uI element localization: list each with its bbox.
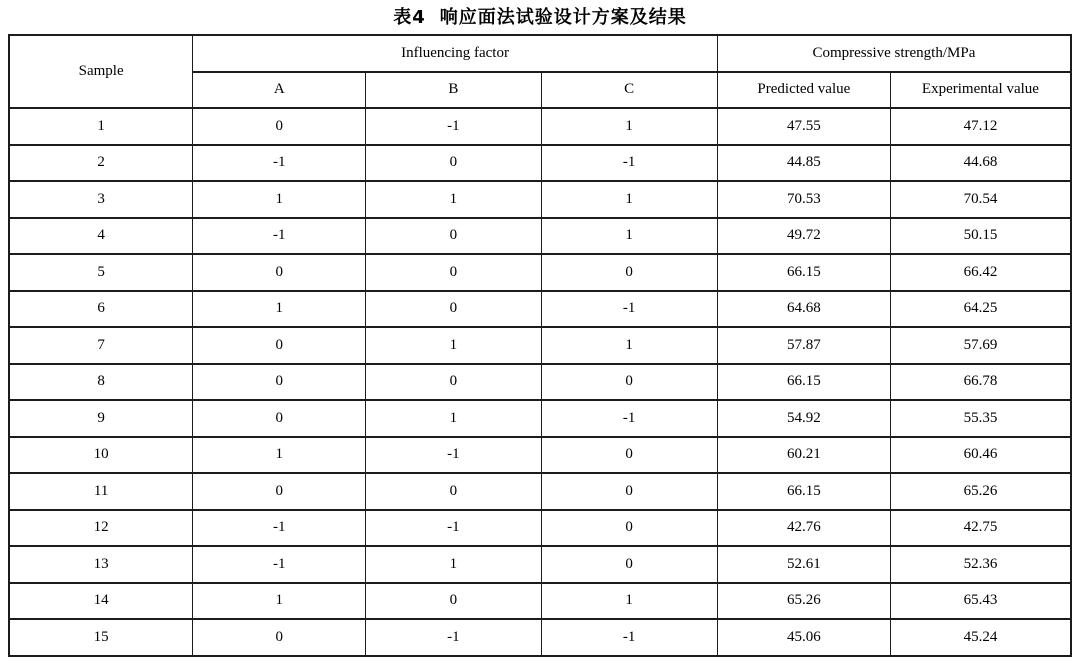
table-row <box>9 546 1071 583</box>
cell-b: 0 <box>366 218 541 255</box>
table-title-text: 响应面法试验设计方案及结果 <box>439 7 687 28</box>
table-row <box>9 510 1071 547</box>
cell-a: -1 <box>193 218 366 255</box>
cell-b: 1 <box>366 400 541 437</box>
cell-predicted: 45.06 <box>717 619 890 656</box>
cell-c: 1 <box>541 181 717 218</box>
cell-c: 0 <box>541 364 717 401</box>
table-row <box>9 473 1071 510</box>
cell-sample: 10 <box>9 437 193 474</box>
cell-a: 0 <box>193 473 366 510</box>
cell-c: -1 <box>541 400 717 437</box>
header-factor-a: A <box>193 72 366 109</box>
cell-sample: 1 <box>9 108 193 145</box>
cell-c: 0 <box>541 437 717 474</box>
cell-sample: 3 <box>9 181 193 218</box>
cell-experimental: 44.68 <box>890 145 1071 182</box>
cell-experimental: 66.42 <box>890 254 1071 291</box>
cell-c: 0 <box>541 546 717 583</box>
cell-predicted: 66.15 <box>717 473 890 510</box>
cell-b: -1 <box>366 619 541 656</box>
cell-c: 1 <box>541 327 717 364</box>
cell-experimental: 65.26 <box>890 473 1071 510</box>
cell-sample: 12 <box>9 510 193 547</box>
header-influencing-factor: Influencing factor <box>193 35 718 72</box>
cell-b: 0 <box>366 145 541 182</box>
cell-predicted: 66.15 <box>717 364 890 401</box>
table-row <box>9 145 1071 182</box>
cell-sample: 2 <box>9 145 193 182</box>
cell-sample: 9 <box>9 400 193 437</box>
cell-predicted: 42.76 <box>717 510 890 547</box>
cell-predicted: 60.21 <box>717 437 890 474</box>
cell-experimental: 65.43 <box>890 583 1071 620</box>
header-predicted-value: Predicted value <box>717 72 890 109</box>
cell-b: 1 <box>366 327 541 364</box>
table-row <box>9 327 1071 364</box>
cell-experimental: 45.24 <box>890 619 1071 656</box>
header-row-1 <box>9 35 1071 72</box>
cell-predicted: 57.87 <box>717 327 890 364</box>
cell-c: 0 <box>541 510 717 547</box>
cell-b: -1 <box>366 510 541 547</box>
cell-c: 0 <box>541 254 717 291</box>
header-compressive-strength: Compressive strength/MPa <box>717 35 1071 72</box>
header-factor-c: C <box>541 72 717 109</box>
cell-b: 1 <box>366 546 541 583</box>
table-header <box>9 35 1071 108</box>
cell-experimental: 42.75 <box>890 510 1071 547</box>
header-factor-b: B <box>366 72 541 109</box>
cell-sample: 6 <box>9 291 193 328</box>
table-row <box>9 108 1071 145</box>
cell-predicted: 47.55 <box>717 108 890 145</box>
cell-experimental: 50.15 <box>890 218 1071 255</box>
cell-c: -1 <box>541 619 717 656</box>
cell-a: 0 <box>193 364 366 401</box>
table-row <box>9 181 1071 218</box>
cell-b: -1 <box>366 437 541 474</box>
cell-predicted: 49.72 <box>717 218 890 255</box>
table-row <box>9 364 1071 401</box>
cell-a: -1 <box>193 510 366 547</box>
cell-experimental: 70.54 <box>890 181 1071 218</box>
cell-sample: 11 <box>9 473 193 510</box>
table-row <box>9 218 1071 255</box>
cell-predicted: 54.92 <box>717 400 890 437</box>
table-row <box>9 254 1071 291</box>
cell-sample: 15 <box>9 619 193 656</box>
cell-predicted: 44.85 <box>717 145 890 182</box>
cell-a: 1 <box>193 437 366 474</box>
table-row <box>9 619 1071 656</box>
table-number-label: 表4 <box>393 7 426 28</box>
cell-b: 0 <box>366 473 541 510</box>
cell-sample: 4 <box>9 218 193 255</box>
cell-b: 0 <box>366 583 541 620</box>
cell-a: 0 <box>193 108 366 145</box>
cell-c: 1 <box>541 218 717 255</box>
header-sample: Sample <box>9 35 193 108</box>
cell-a: 0 <box>193 254 366 291</box>
cell-b: 1 <box>366 181 541 218</box>
table-row <box>9 437 1071 474</box>
cell-a: 1 <box>193 181 366 218</box>
cell-a: 0 <box>193 619 366 656</box>
cell-c: 0 <box>541 473 717 510</box>
cell-experimental: 55.35 <box>890 400 1071 437</box>
cell-c: 1 <box>541 108 717 145</box>
cell-c: 1 <box>541 583 717 620</box>
table-row <box>9 291 1071 328</box>
cell-a: 1 <box>193 291 366 328</box>
table-title <box>0 6 1080 30</box>
cell-predicted: 64.68 <box>717 291 890 328</box>
table-row <box>9 400 1071 437</box>
results-table <box>8 34 1072 657</box>
cell-predicted: 66.15 <box>717 254 890 291</box>
cell-b: 0 <box>366 291 541 328</box>
cell-c: -1 <box>541 291 717 328</box>
cell-predicted: 65.26 <box>717 583 890 620</box>
cell-predicted: 52.61 <box>717 546 890 583</box>
cell-a: -1 <box>193 546 366 583</box>
cell-experimental: 66.78 <box>890 364 1071 401</box>
cell-experimental: 57.69 <box>890 327 1071 364</box>
cell-experimental: 64.25 <box>890 291 1071 328</box>
cell-sample: 5 <box>9 254 193 291</box>
table-row <box>9 583 1071 620</box>
cell-b: 0 <box>366 254 541 291</box>
cell-c: -1 <box>541 145 717 182</box>
cell-sample: 7 <box>9 327 193 364</box>
table-body <box>9 108 1071 656</box>
cell-experimental: 47.12 <box>890 108 1071 145</box>
cell-predicted: 70.53 <box>717 181 890 218</box>
cell-b: 0 <box>366 364 541 401</box>
cell-b: -1 <box>366 108 541 145</box>
cell-experimental: 52.36 <box>890 546 1071 583</box>
cell-sample: 14 <box>9 583 193 620</box>
cell-experimental: 60.46 <box>890 437 1071 474</box>
cell-a: 0 <box>193 327 366 364</box>
header-experimental-value: Experimental value <box>890 72 1071 109</box>
cell-sample: 13 <box>9 546 193 583</box>
cell-sample: 8 <box>9 364 193 401</box>
cell-a: 0 <box>193 400 366 437</box>
cell-a: 1 <box>193 583 366 620</box>
cell-a: -1 <box>193 145 366 182</box>
